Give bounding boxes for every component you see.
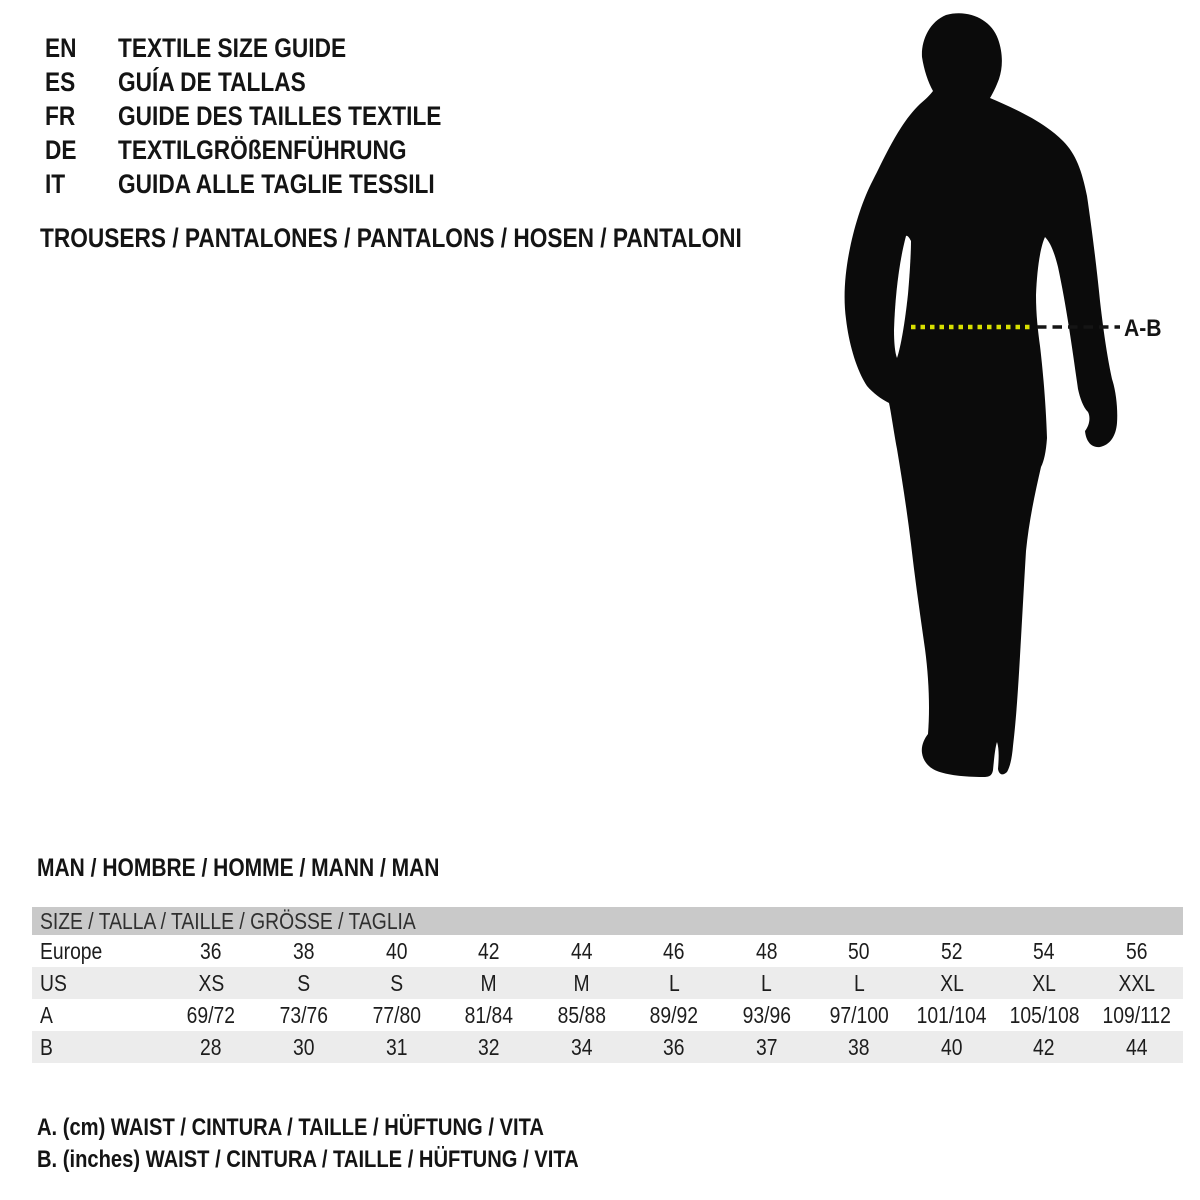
size-cell [165,967,258,999]
size-cell-text: 48 [755,938,778,964]
language-row [45,133,503,167]
size-cell-text: L [761,970,772,996]
language-code: FR [45,101,76,131]
size-cell-text: M [573,970,590,996]
size-cell [443,967,536,999]
language-code: EN [45,33,77,63]
language-code: IT [45,169,66,199]
language-title: GUÍA DE TALLAS [118,67,306,97]
language-code-slot [45,65,118,99]
size-cell-text: 97/100 [829,1002,889,1028]
size-cell-text: S [297,970,311,996]
size-cell [813,935,906,967]
table-row [32,1031,1183,1063]
size-cell [720,935,813,967]
size-cell [535,935,628,967]
row-label-text: Europe [40,938,103,964]
man-silhouette [845,13,1118,777]
size-cell [350,1031,443,1063]
language-code-slot [45,99,118,133]
table-row [32,999,1183,1031]
language-code: DE [45,135,77,165]
size-cell [350,935,443,967]
size-cell-text: 73/76 [279,1002,328,1028]
measure-legend [37,1112,682,1176]
table-row [32,967,1183,999]
size-cell [535,999,628,1031]
product-line-text: TROUSERS / PANTALONES / PANTALONS / HOSEN / PANTALONI [40,223,742,253]
size-cell [998,967,1091,999]
size-cell [443,999,536,1031]
language-row [45,167,503,201]
size-cell-text: 93/96 [742,1002,791,1028]
size-cell-text: 42 [1033,1034,1055,1060]
size-cell-text: 40 [940,1034,963,1060]
size-cell-text: 36 [200,938,223,964]
waist-measure-label: A-B [1124,314,1162,342]
size-cell-text: 81/84 [464,1002,514,1028]
language-code: ES [45,67,76,97]
size-cell-text: 56 [1125,938,1148,964]
language-title-block [45,31,503,201]
size-cell [443,935,536,967]
size-cell [258,967,351,999]
size-table [32,907,1183,1063]
language-title: GUIDE DES TAILLES TEXTILE [118,101,442,131]
size-cell-text: 109/112 [1102,1002,1171,1028]
size-cell-text: 46 [663,938,685,964]
size-cell [350,967,443,999]
size-cell [535,1031,628,1063]
row-label [32,999,165,1031]
size-cell-text: 50 [848,938,870,964]
size-table-header [32,907,1183,935]
size-table-header-text: SIZE / TALLA / TAILLE / GRÖSSE / TAGLIA [40,908,416,934]
size-cell-text: 54 [1033,938,1055,964]
size-cell [1090,935,1183,967]
legend-line-a [37,1112,682,1144]
table-row [32,935,1183,967]
size-cell-text: 37 [755,1034,778,1060]
size-cell-text: 38 [293,938,315,964]
size-cell [1090,1031,1183,1063]
size-cell [443,1031,536,1063]
row-label [32,967,165,999]
size-cell-text: 32 [478,1034,500,1060]
size-cell [165,935,258,967]
size-cell [905,967,998,999]
size-cell-text: 101/104 [916,1002,987,1028]
size-cell [720,967,813,999]
size-cell-text: XL [939,970,964,996]
size-cell-text: 69/72 [187,1002,236,1028]
section-title [37,855,516,881]
product-line-title [40,224,876,252]
arm-torso-gap [894,236,911,358]
language-row [45,99,503,133]
row-label [32,1031,165,1063]
size-cell-text: 38 [848,1034,870,1060]
size-cell-text: 44 [1125,1034,1148,1060]
size-cell [720,1031,813,1063]
legend-line-a-text: A. (cm) WAIST / CINTURA / TAILLE / HÜFTUNG / VITA [37,1114,544,1141]
size-cell [998,1031,1091,1063]
language-code-slot [45,31,118,65]
size-cell [813,1031,906,1063]
row-label-text: B [40,1034,53,1060]
size-cell-text: XS [198,970,225,996]
size-cell [165,1031,258,1063]
size-cell-text: S [389,970,403,996]
size-cell-text: 40 [385,938,408,964]
size-cell [813,967,906,999]
size-cell [350,999,443,1031]
size-cell [905,999,998,1031]
size-cell-text: 31 [385,1034,408,1060]
row-label-text: US [40,970,67,996]
size-cell-text: 42 [478,938,500,964]
size-cell [258,999,351,1031]
size-cell-text: L [668,970,680,996]
language-code-slot [45,133,118,167]
size-cell-text: 28 [200,1034,223,1060]
size-cell [720,999,813,1031]
size-cell-text: 52 [940,938,963,964]
size-cell [258,1031,351,1063]
size-cell-text: 44 [570,938,593,964]
size-cell-text: XXL [1118,970,1155,996]
size-cell [998,935,1091,967]
size-cell [258,935,351,967]
size-cell-text: 77/80 [372,1002,421,1028]
size-cell [905,1031,998,1063]
size-cell-text: 105/108 [1009,1002,1080,1028]
language-title: TEXTILE SIZE GUIDE [118,33,347,63]
size-cell [628,999,721,1031]
size-cell [998,999,1091,1031]
size-cell-text: 89/92 [649,1002,699,1028]
size-cell [1090,999,1183,1031]
row-label [32,935,165,967]
size-cell [813,999,906,1031]
language-code-slot [45,167,118,201]
legend-line-b [37,1144,682,1176]
size-cell-text: 85/88 [557,1002,606,1028]
size-cell-text: L [853,970,865,996]
size-table-body [32,935,1183,1063]
size-cell-text: M [480,970,497,996]
size-cell-text: XL [1032,970,1056,996]
size-cell-text: 34 [570,1034,593,1060]
language-title: GUIDA ALLE TAGLIE TESSILI [118,169,435,199]
language-row [45,31,503,65]
size-cell [535,967,628,999]
size-cell [165,999,258,1031]
language-row [45,65,503,99]
legend-line-b-text: B. (inches) WAIST / CINTURA / TAILLE / HÜFTUNG / VITA [37,1146,579,1173]
row-label-text: A [40,1002,53,1028]
language-title: TEXTILGRÖßENFÜHRUNG [118,135,407,165]
size-cell [1090,967,1183,999]
section-title-text: MAN / HOMBRE / HOMME / MANN / MAN [37,854,440,882]
size-cell-text: 30 [293,1034,315,1060]
size-cell [628,967,721,999]
size-cell-text: 36 [663,1034,685,1060]
size-cell [628,1031,721,1063]
size-cell [905,935,998,967]
size-cell [628,935,721,967]
